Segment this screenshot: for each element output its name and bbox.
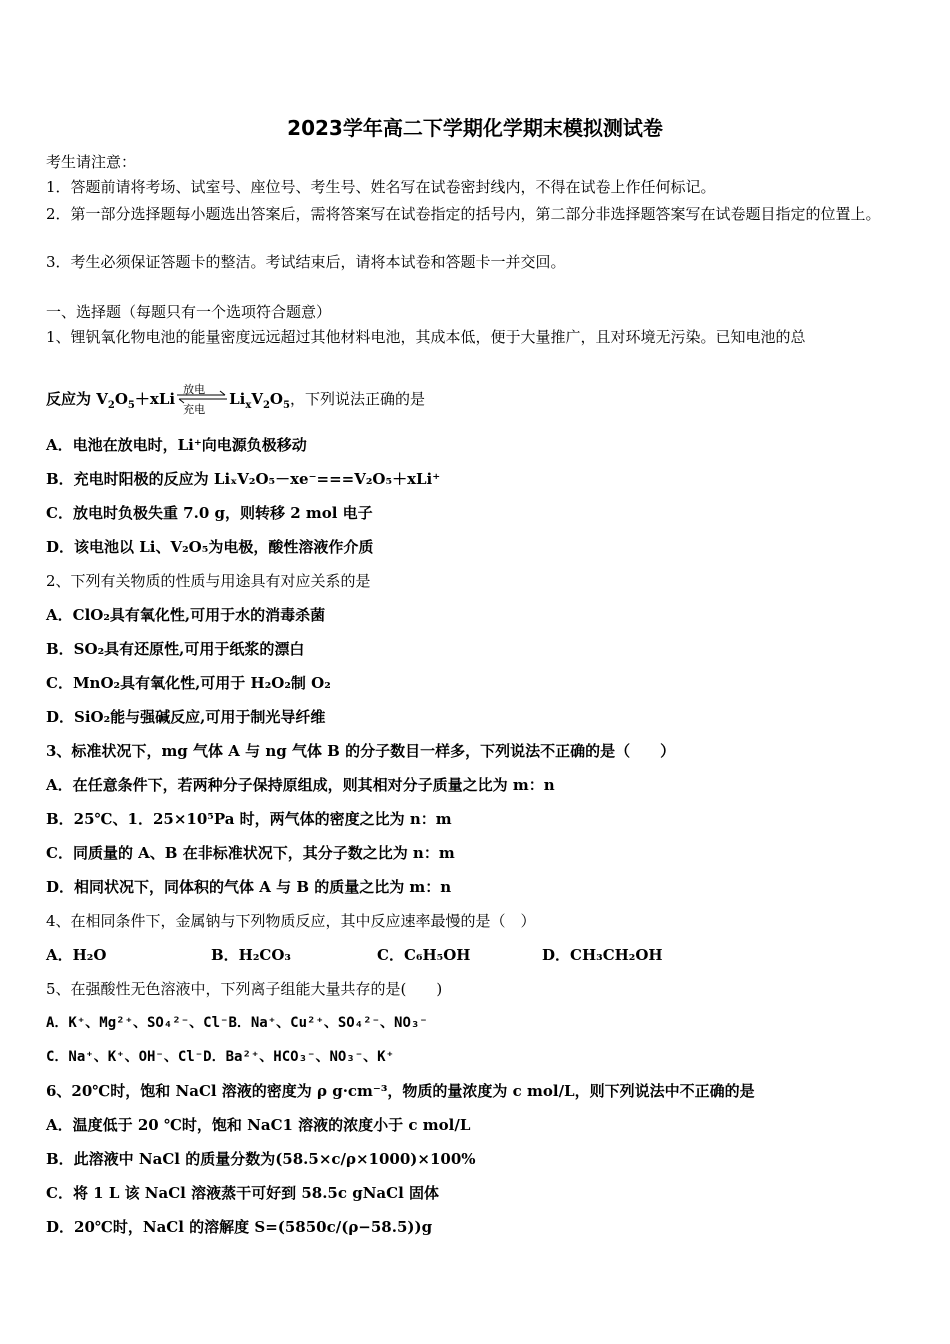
q6-option-c: C．将 1 L 该 NaCl 溶液蒸干可好到 58.5c gNaCl 固体: [46, 1184, 439, 1202]
q2-option-c: C．MnO₂具有氧化性,可用于 H₂O₂制 O₂: [46, 674, 331, 692]
q3-option-c: C．同质量的 A、B 在非标准状况下，其分子数之比为 n：m: [46, 844, 455, 862]
q5-option-d: D．Ba²⁺、HCO₃⁻、NO₃⁻、K⁺: [203, 1049, 395, 1065]
arrow-label-charge: 充电: [183, 403, 206, 416]
reaction-suffix: ，下列说法正确的是: [289, 390, 425, 408]
page-title: 2023学年高二下学期化学期末模拟测试卷: [287, 116, 663, 140]
q5-option-b: B．Na⁺、Cu²⁺、SO₄²⁻、NO₃⁻: [228, 1015, 428, 1031]
q5-options-row1: [46, 1013, 900, 1033]
q6-option-b: B．此溶液中 NaCl 的质量分数为(58.5×c/ρ×1000)×100%: [46, 1150, 476, 1168]
q5-option-a: A．K⁺、Mg²⁺、SO₄²⁻、Cl⁻: [46, 1015, 229, 1031]
q3-stem: 3、标准状况下，mg 气体 A 与 ng 气体 B 的分子数目一样多，下列说法不正确的是（ ）: [46, 742, 676, 760]
q4-option-b: B．H₂CO₃: [211, 946, 291, 964]
reaction-mid: ＋xLi: [134, 390, 176, 408]
q6-option-a: A．温度低于 20 ℃时，饱和 NaC1 溶液的浓度小于 c mol/L: [46, 1116, 471, 1134]
q2-stem: 2、下列有关物质的性质与用途具有对应关系的是: [46, 572, 371, 590]
notice-item-1: 1．答题前请将考场、试室号、座位号、考生号、姓名写在试卷密封线内，不得在试卷上作任何标记。: [46, 178, 716, 196]
section-heading: 一、选择题（每题只有一个选项符合题意）: [46, 303, 332, 321]
q4-option-a: A．H₂O: [46, 946, 107, 964]
q4-stem: 4、在相同条件下，金属钠与下列物质反应，其中反应速率最慢的是（ ）: [46, 912, 536, 930]
q2-option-b: B．SO₂具有还原性,可用于纸浆的漂白: [46, 640, 305, 658]
q6-stem: 6、20℃时，饱和 NaCl 溶液的密度为 ρ g·cm⁻³，物质的量浓度为 c mol/L，则下列说法中不正确的是: [46, 1082, 755, 1100]
q1-option-d: D．该电池以 Li、V₂O₅为电极，酸性溶液作介质: [46, 538, 374, 556]
q5-options-row2: [46, 1047, 900, 1067]
q1-stem: 1、锂钒氧化物电池的能量密度远远超过其他材料电池，其成本低，便于大量推广，且对环境无污染。已知电池的总: [46, 328, 806, 346]
q2-option-d: D．SiO₂能与强碱反应,可用于制光导纤维: [46, 708, 326, 726]
q1-option-c: C．放电时负极失重 7.0 g，则转移 2 mol 电子: [46, 504, 373, 522]
reaction-prefix: 反应为 V: [46, 390, 108, 408]
q4-option-d: D．CH₃CH₂OH: [542, 946, 663, 964]
arrow-label-discharge: 放电: [183, 383, 206, 396]
notice-item-2: 2．第一部分选择题每小题选出答案后，需将答案写在试卷指定的括号内，第二部分非选择题答案写在试卷题目指定的位置上。: [46, 205, 881, 223]
q1-option-a: A．电池在放电时，Li⁺向电源负极移动: [46, 436, 307, 454]
q3-option-d: D．相同状况下，同体积的气体 A 与 B 的质量之比为 m：n: [46, 878, 452, 896]
q1-reaction: 反应为 $V_2O_5+xLi$ 放电 充电 $Li_xV_2O_5$，下列说法正确的是: [46, 388, 900, 412]
notice-heading: 考生请注意：: [46, 153, 137, 171]
q4-option-c: C．C₆H₅OH: [377, 946, 471, 964]
reaction-product: Li: [229, 390, 246, 408]
q1-option-b: B．充电时阳极的反应为 LiₓV₂O₅－xe⁻===V₂O₅＋xLi⁺: [46, 470, 441, 488]
q5-stem: 5、在强酸性无色溶液中，下列离子组能大量共存的是( ): [46, 980, 443, 998]
q3-option-b: B．25℃、1．25×10⁵Pa 时，两气体的密度之比为 n：m: [46, 810, 452, 828]
q6-option-d: D．20℃时，NaCl 的溶解度 S=(5850c/(ρ−58.5))g: [46, 1218, 433, 1236]
q3-option-a: A．在任意条件下，若两种分子保持原组成，则其相对分子质量之比为 m：n: [46, 776, 555, 794]
reversible-arrow: [175, 383, 229, 416]
q5-option-c: C．Na⁺、K⁺、OH⁻、Cl⁻: [46, 1049, 204, 1065]
notice-item-3: 3．考生必须保证答题卡的整洁。考试结束后，请将本试卷和答题卡一并交回。: [46, 253, 566, 271]
q2-option-a: A．ClO₂具有氧化性,可用于水的消毒杀菌: [46, 606, 326, 624]
